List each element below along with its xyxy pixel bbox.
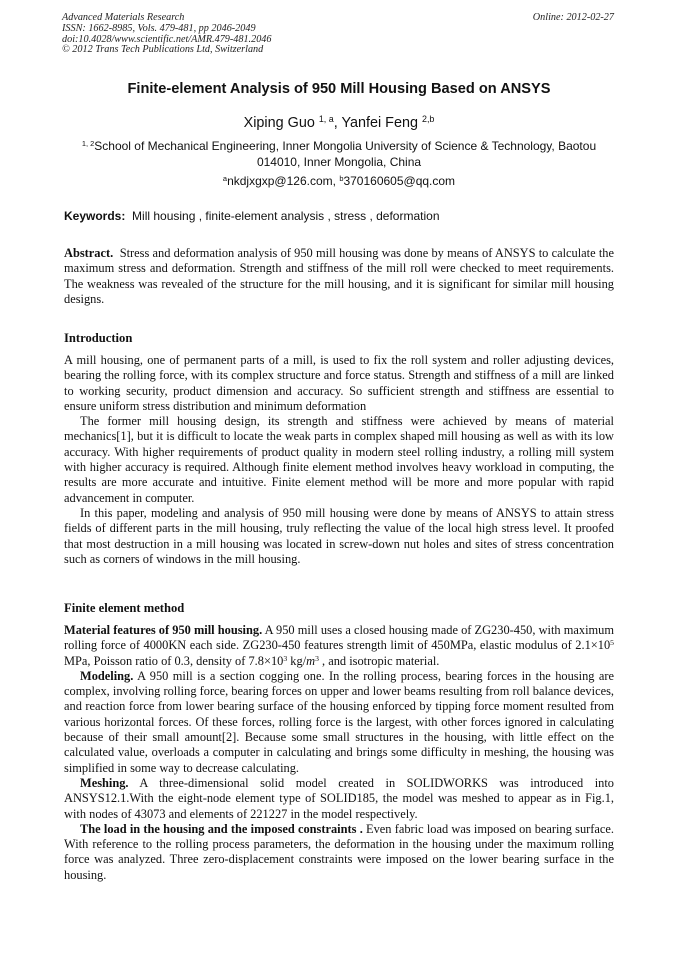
material-label: Material features of 950 mill housing. [64,623,263,637]
abstract-text: Stress and deformation analysis of 950 mill housing was done by means of ANSYS to calculate the maximum stress and deformation. Strength and stiffness of the mill roll were checked to meet requirements. The weakness was revealed of the structure for the mill housing, and it is significant for similar mill housing designs. [64,246,615,306]
copyright-line: © 2012 Trans Tech Publications Ltd, Switzerland [62,44,264,56]
material-paragraph [64,623,614,669]
meshing-text: A three-dimensional solid model created in SOLIDWORKS was introduced into ANSYS12.1.With the eight-node element type of SOLID185, the model was meshed to appear as in Fig.1, with nodes of 43073 and elements of 221227 in the model respectively. [64,775,614,821]
email-line [0,174,678,188]
author-1-superscript: 1, a [318,114,334,125]
email-b-superscript: b [339,173,344,183]
fem-heading: Finite element method [64,601,185,615]
meshing-paragraph [64,776,614,822]
author-line [0,115,678,131]
meshing-label: Meshing. [80,775,129,790]
material-exponent-1: 5 [610,638,614,648]
issn-line: ISSN: 1662-8985, Vols. 479-481, pp 2046-2049 [62,22,256,34]
introduction-heading: Introduction [64,331,133,345]
keywords-label: Keywords: [64,209,126,223]
email-a-superscript: a [222,173,228,183]
journal-header [62,13,271,56]
author-2-name: Yanfei Feng [341,115,418,131]
affiliation-text: School of Mechanical Engineering, Inner Mongolia University of Science & Technology, Baotou 014010, Inner Mongolia, China [94,139,597,169]
introduction-body [64,353,614,567]
abstract-label: Abstract. [64,246,114,260]
online-date: Online: 2012-02-27 [532,12,614,23]
load-label: The load in the housing and the imposed constraints . [80,821,363,836]
journal-name: Advanced Materials Research [62,12,185,23]
abstract [64,246,614,307]
material-text-2: MPa, Poisson ratio of 0.3, density of 7.8×10 [64,653,284,668]
affiliation-superscript: 1, 2 [81,138,95,148]
author-1-name: Xiping Guo [243,115,315,131]
introduction-paragraph-2: The former mill housing design, its strength and stiffness were achieved by means of material mechanics[1], but it is difficult to locate the weak parts in complex shaped mill housing as well as with its low accuracy. With higher requirements of product quality in modern steel rolling industry, a rolling mill system with higher accuracy is required. Although finite element method involves heavy workload in computing, the results are more accurate and intuitive. Finite element method will be more and more popular with rapid advancement in computer. [64,414,614,505]
modeling-label: Modeling. [80,668,134,683]
paper-title: Finite-element Analysis of 950 Mill Housing Based on ANSYS [127,81,551,97]
introduction-paragraph-1: A mill housing, one of permanent parts of a mill, is used to fix the roll system and roller adjusting devices, bearing the rolling force, with its complex structure and force status. Strength and stiffness of a mill are linked to working security, product dimension and accuracy. So sufficient strength and stiffness are essential to ensure uniform stress distribution and minimum deformation [64,353,614,413]
material-exponent-3: 3 [315,653,319,663]
load-paragraph [64,822,614,883]
modeling-text: A 950 mill is a section cogging one. In the rolling process, bearing forces in the housing are complex, involving rolling force, bearing forces on upper and lower beams resulting from roll balance devices, and reaction force from lower bearing surface of the housing enforced by tipping force moment resulted from various horizontal forces. Of these forces, rolling force is the largest, with other forces ignored in calculating because of their small amount[2]. Because some small structures in the housing, with little effect on the calculated value, overloads a computer in calculating and brings some difficulty in meshing, the housing was simplified in some way to decrease calculating. [64,668,614,775]
material-text-4: , and isotropic material. [318,653,440,668]
email-a: nkdjxgxp@126.com, [227,174,340,188]
material-text-3: kg/ [287,653,307,668]
author-2-superscript: 2,b [421,114,435,125]
doi-line: doi:10.4028/www.scientific.net/AMR.479-481.2046 [62,33,272,45]
email-b: 370160605@qq.com [343,174,456,188]
material-unit-m: m [306,653,316,668]
keywords [64,209,440,223]
fem-body [64,623,614,883]
affiliation [64,138,614,170]
author-separator: , [333,115,342,131]
keywords-text: Mill housing , finite-element analysis , stress , deformation [132,209,440,223]
modeling-paragraph [64,669,614,776]
material-exponent-2: 3 [283,653,288,663]
material-text-1: A 950 mill uses a closed housing made of ZG230-450, with maximum rolling force of 4000KN each side. ZG230-450 features strength limit of 450MPa, elastic modulus of 2.1×10 [64,623,614,653]
load-text: Even fabric load was imposed on bearing surface. With reference to the rolling process parameters, the deformation in the housing under the maximum rolling force was analyzed. Three zero-displacement constraints were imposed on the lower bearing surface in the housing. [64,821,614,882]
introduction-paragraph-3: In this paper, modeling and analysis of 950 mill housing were done by means of ANSYS to attain stress fields of different parts in the mill housing, truly reflecting the value of the local high stress level. It proofed that most destruction in a mill housing was located in screw-down nut holes and sites of stress concentration such as corners of windows in the mill housing. [64,505,614,566]
